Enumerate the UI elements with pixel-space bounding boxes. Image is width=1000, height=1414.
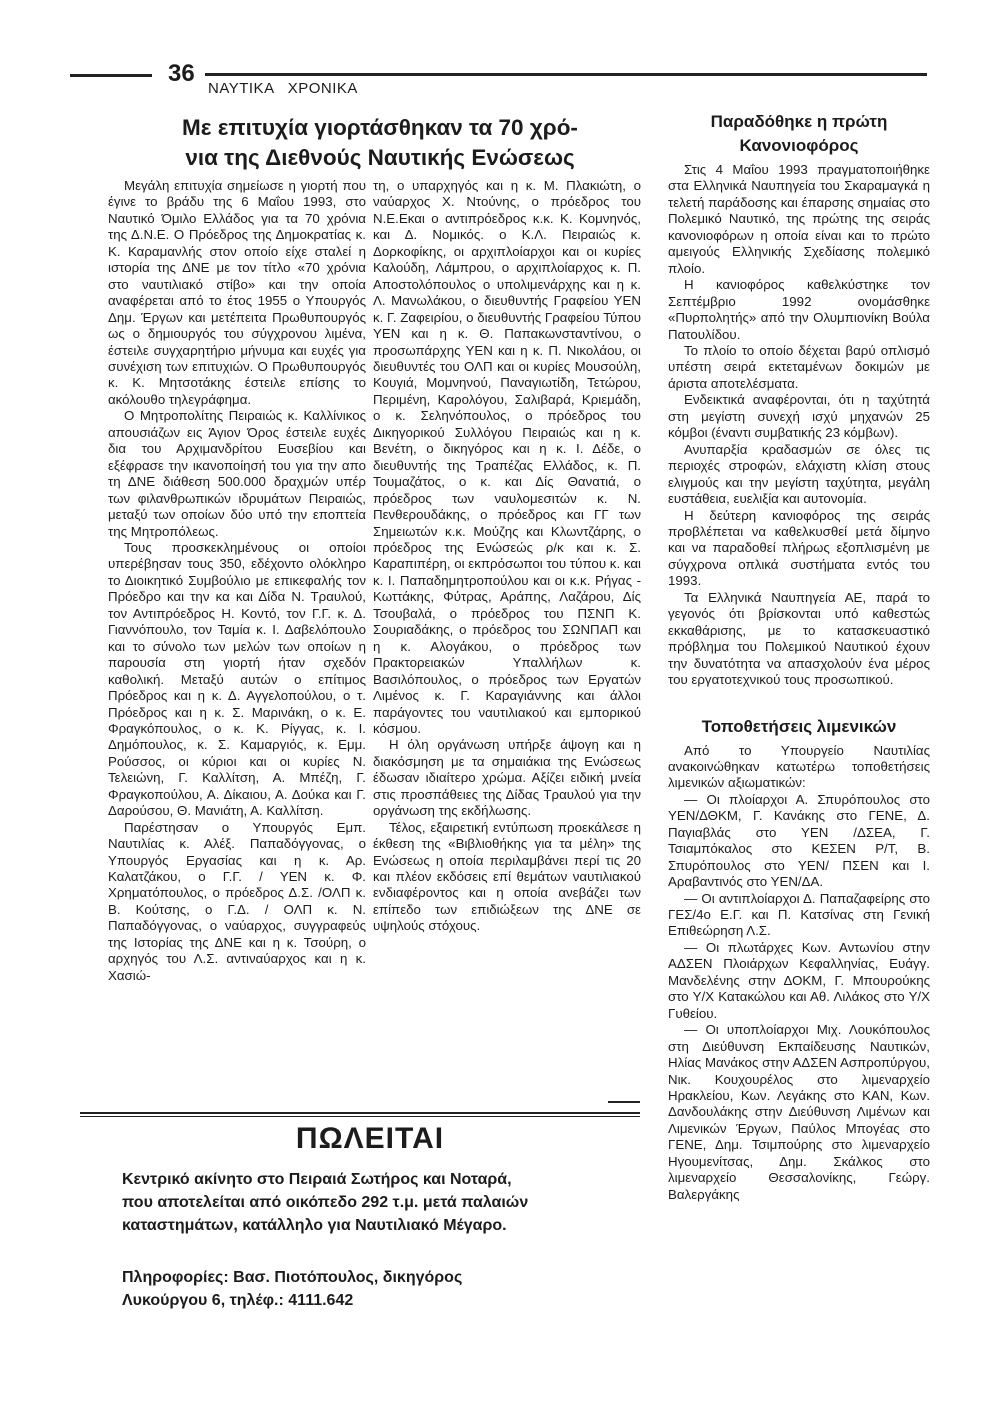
right-column [668,110,930,1203]
section-divider [80,1116,640,1117]
ad-line: Κεντρικό ακίνητο στο Πειραιά Σωτήρος και Νοταρά, [122,1171,512,1188]
paragraph: Τους προσκεκλημένους οι οποίοι υπερέβησαν τους 350, εδέχοντο ολόκληρο το Διοικητικό Συμβούλιο με επικεφαλής τον Πρόεδρο και την κα και Δίδα Ν. Τραυλού, τον Αντιπρόεδρος Η. Κοντό, τον Γ.Γ. κ. Δ. Γιαννόπουλο, τον Ταμία κ. Ι. Δαβελόπουλο και το σύνολο των μελών των οποίων η παρουσία στη γιορτή ήταν σχεδόν καθολική. Μεταξύ αυτών ο επίτιμος Πρόεδρος και η κ. Δ. Αγγελοπούλου, ο τ. Πρόεδρος και η κ. Σ. Μαρινάκη, ο κ. Ε. Φραγκόπουλος, ο κ. Κ. Ρίγγας, κ. Ι. Δημόπουλος, κ. Σ. Καμαργιός, κ. Εμμ. Ρούσσος, οι κύριοι και οι κυρίες Ν. Τελειώνη, Γ. Καλλίτση, Α. Μπέζη, Γ. Φραγκοπούλου, Α. Δίκαιου, Α. Δούκα και Γ. Δαρούσου, Θ. Μανιάτη, Α. Καλλίτση. [108,539,366,819]
ad-line: που αποτελείται από οικόπεδο 292 τ.μ. μετά παλαιών [122,1194,529,1211]
paragraph: — Οι πλοίαρχοι Α. Σπυρόπουλος στο ΥΕΝ/ΔΘΚΜ, Γ. Κανάκης στο ΓΕΝΕ, Δ. Παγιαβλάς στο ΥΕΝ /ΔΣΕΑ, Γ. Τσιαμπόκαλος στο ΚΕΣΕΝ Ρ/Τ, Β. Σπυρόπουλος στο ΥΕΝ/ ΠΣΕΝ και Ι. Αραβαντινός στο ΥΕΝ/ΔΑ. [668,791,930,890]
article-heading: Τοποθετήσεις λιμενικών [701,716,897,736]
ad-body [122,1168,642,1237]
paragraph: Η κανιοφόρος καθελκύστηκε τον Σεπτέμβριο 1992 ονομάσθηκε «Πυρπολητής» από την Ολυμπιονίκη Βούλα Πατουλίδου. [668,277,930,342]
paragraph: Μεγάλη επιτυχία σημείωσε η γιορτή που έγινε το βράδυ της 6 Μαΐου 1993, στο Ναυτικό Όμιλο Ελλάδος για τα 70 χρόνια της Δ.Ν.Ε. Ο Πρόεδρος της Δημοκρατίας κ. Κ. Καραμανλής στον οποίο είχε σταλεί η ιστορία της ΔΝΕ με τον τίτλο «70 χρόνια στο ναυτιλιακό στίβο» και την οποία αναφέρεται από το έτος 1955 ο Υπουργός Δημ. Έργων και μετέπειτα Πρωθυπουργός ως ο δημιουργός του σύγχρονου λιμένα, έστειλε συγχαρητήριο μήνυμα και ευχές για συνέχιση των επιτυχιών. Ο Πρωθυπουργός κ. Κ. Μητσοτάκης έστειλε επίσης το ακόλουθο τηλεγράφημα. [108,178,366,407]
paragraph: — Οι πλωτάρχες Κων. Αντωνίου στην ΑΔΣΕΝ Πλοιάρχων Κεφαλληνίας, Ευάγγ. Μανδελένης στην ΔΟΚΜ, Γ. Μπουρούκης στο Υ/Χ Κατακώλου και Αθ. Λιλάκος στο Υ/Χ Γυθείου. [668,939,930,1021]
ad-contact-line: Πληροφορίες: Βασ. Πιοτόπουλος, δικηγόρος [122,1269,463,1286]
page-number: 36 [168,60,195,87]
paragraph: Η όλη οργάνωση υπήρξε άψογη και η διακόσμηση με τα σημαιάκια της Ενώσεως έδωσαν ιδιαίτερο χρώμα. Αξίζει ειδική μνεία στις προσπάθειες της Δίδας Τραυλού για την οργάνωση της εκδήλωσης. [373,737,641,819]
ad-heading: ΠΩΛΕΙΤΑΙ [295,1122,445,1155]
paragraph: Ενδεικτικά αναφέρονται, ότι η ταχύτητά στη μεγίστη συνεχή ισχύ μηχανών 25 κόμβοι (έναντι συμβατικής 23 κόμβων). [668,392,930,441]
ad-contact-info [122,1266,642,1312]
paragraph: Τα Ελληνικά Ναυπηγεία ΑΕ, παρά το γεγονός ότι βρίσκονται υπό καθεστώς εκκαθάρισης, με το κατασκευαστικό πρόβλημα του Πολεμικού Ναυτικού έχουν την δυνατότητα να απασχολούν ένα μέρος του εργατοτεχνικού τους προσωπικού. [668,589,930,688]
paragraph: Η δεύτερη κανιοφόρος της σειράς προβλέπεται να καθελκυσθεί μετά δίμηνο και να παραδοθεί πλήρως εξοπλισμένη με σύγχρονα οπλικά συστήματα εντός του 1993. [668,507,930,589]
paragraph: τη, ο υπαρχηγός και η κ. Μ. Πλακιώτη, ο ναύαρχος Χ. Ντούνης, ο πρόεδρος του Ν.Ε.Εκαι ο αντιπρόεδρος κ.κ. Κ. Κομνηνός, και Δ. Νομικός. ο Κ.Λ. Πειραιώς κ. Δορκοφίκης, οι αρχιπλοίαρχοι και οι κυρίες Καλούδη, Λάμπρου, ο αρχιπλοίαρχος κ. Π. Αποστολόπουλος ο υπολιμενάρχης και η κ. Λ. Μανωλάκου, ο διευθυντής Γραφείου ΥΕΝ κ. Γ. Ζαφειρίου, ο διευθυντής Γραφείου Τύπου ΥΕΝ και η κ. Θ. Παπακωνσταντίνου, ο προσωπάρχης ΥΕΝ και η κ. Π. Νικολάου, οι διευθυντές του ΟΛΠ και οι κυρίες Μουσούλη, Κουγιά, Μομνηνού, Παναγιωτίδη, Τετώρου, Περιμένη, Καρολόγου, Σαλιβαρά, Κριεμάδη, ο κ. Σεληνόπουλος, ο πρόεδρος του Δικηγορικού Συλλόγου Πειραιώς και η κ. Βενέτη, ο δικηγόρος και η κ. Ι. Δέδε, ο διευθυντής της Τραπέζας Ελλάδος, κ. Π. Τουμαζάτος, ο κ. και Δίς Θανατιά, ο πρόεδρος των ναυλομεσιτών κ. Ν. Πενθερουδάκης, ο πρόεδρος και ΓΓ των Σημειωτών κ.κ. Μούζης και Κλωντζάρης, ο πρόεδρος της Ενώσεώς ρ/κ και κ. Σ. Καραπιπέρη, οι εκπρόσωποι του τύπου κ. και κ. Ι. Παπαδημητροπούλου και οι κ.κ. Ρήγας - Κωττάκης, Φύτρας, Αράπης, Λαζάρου, Δίς Τσουβαλά, ο πρόεδρος του ΠΣΝΠ Κ. Σουριαδάκης, ο πρόεδρος του ΣΩΝΠΑΠ και η κ. Αλογάκου, ο πρόεδρος των Πρακτορειακών Υπαλλήλων κ. Βασιλόπουλος, ο πρόεδρος των Εργατών Λιμένος κ. Γ. Καραγιάννης και άλλοι παράγοντες του ναυτιλιακού και εμπορικού κόσμου. [373,178,641,736]
paragraph: — Οι αντιπλοίαρχοι Δ. Παπαζαφείρης στο ΓΕΣ/4ο Ε.Γ. και Π. Κατσίνας στη Γενική Επιθεώρηση Λ.Σ. [668,890,930,939]
article-title-line: νια της Διεθνούς Ναυτικής Ενώσεως [185,145,575,170]
article-heading: Παραδόθηκε η πρώτη Κανονιοφόρος [710,112,888,155]
paragraph: Ο Μητροπολίτης Πειραιώς κ. Καλλίνικος απουσιάζων εις Άγιον Όρος έστειλε ευχές δια του Αρχιμανδρίτου Ευσεβίου και εξέφρασε την ικανοποίησή του για την απο τη ΔΝΕ διάθεση 500.000 δραχμών υπέρ των φιλανθρωπικών ιδρυμάτων Πειραιώς, μεταξύ των οποίων δύο υπό την εποπτεία της Μητροπόλεως. [108,408,366,539]
publication-name: ΝΑΥΤΙΚΑ ΧΡΟΝΙΚΑ [208,80,358,97]
section-divider [80,1112,640,1114]
article-title [110,113,650,173]
ad-contact-line: Λυκούργου 6, τηλέφ.: 4111.642 [122,1292,354,1309]
ad-line: καταστημάτων, κατάλληλο για Ναυτιλιακό Μέγαρο. [122,1217,507,1234]
header-rule-right [205,73,927,76]
article-title-line: Με επιτυχία γιορτάσθηκαν τα 70 χρό- [182,115,578,140]
paragraph: Στις 4 Μαΐου 1993 πραγματοποιήθηκε στα Ελληνικά Ναυπηγεία του Σκαραμαγκά η τελετή παράδοσης και έπαρσης σημαίας στο Πολεμικό Ναυτικό, της πρώτης της σειράς κανονιοφόρων η οποία είναι και το πρώτο αμειγούς Ελληνικής Σχεδίασης πολεμικό πλοίο. [668,162,930,276]
end-mark-rule [608,1101,640,1103]
paragraph: Το πλοίο το οποίο δέχεται βαρύ οπλισμό υπέστη σειρά εκτεταμένων δοκιμών με άριστα αποτελέσματα. [668,342,930,391]
paragraph: Παρέστησαν ο Υπουργός Εμπ. Ναυτιλίας κ. Αλέξ. Παπαδόγγονας, ο Υπουργός Εργασίας και η κ. Αρ. Καλατζάκου, ο Γ.Γ. / ΥΕΝ κ. Φ. Χρηματόπουλος, ο πρόεδρος Δ.Σ. /ΟΛΠ κ. Β. Κούτσης, ο Γ.Δ. / ΟΛΠ κ. Ν. Παπαδόγγονας, ο ναύαρχος, συγγραφεύς της Ιστορίας της ΔΝΕ και η κ. Τσούρη, ο αρχηγός του Λ.Σ. αντιναύαρχος και η κ. Χασιώ- [108,819,366,983]
header-rule-left [70,74,152,77]
paragraph: Από το Υπουργείο Ναυτιλίας ανακοινώθηκαν κατωτέρω τοποθετήσεις λιμενικών αξιωματικών: [668,742,930,791]
article-column-2 [373,178,641,935]
paragraph: Τέλος, εξαιρετική εντύπωση προεκάλεσε η έκθεση της «Βιβλιοθήκης για τα μέλη» της Ενώσεως η οποία περιλαμβάνει περί τις 20 και πλέον εκδόσεις επί θεμάτων ναυτιλιακού ενδιαφέροντος και η οποία ανεβάζει των επίπεδο των επιδιώξεων της ΔΝΕ σε υψηλούς στόχους. [373,819,641,934]
paragraph: Ανυπαρξία κραδασμών σε όλες τις περιοχές στροφών, ελάχιστη κλίση στους ελιγμούς και την μεγίστη ταχύτητα, μεγάλη ευστάθεια, ευελιξία και αυτονομία. [668,441,930,507]
article-column-1 [108,178,366,984]
paragraph: — Οι υποπλοίαρχοι Μιχ. Λουκόπουλος στη Διεύθυνση Εκπαίδευσης Ναυτικών, Ηλίας Μανάκος στην ΑΔΣΕΝ Ασπροπύργου, Νικ. Κουχουρέλος στο λιμεναρχείο Ηρακλείου, Κων. Λεγάκης στο ΚΑΝ, Κων. Δανδουλάκης στην Διεύθυνση Λιμένων και Λιμενικών Έργων, Παύλος Μπογέας στο ΓΕΝΕ, Δημ. Τσιμπούρης στο λιμεναρχείο Ηγουμενίτσας, Δημ. Σκάλκος στο λιμεναρχείο Θεσσαλονίκης, Γεώργ. Βαλεργάκης [668,1022,930,1202]
